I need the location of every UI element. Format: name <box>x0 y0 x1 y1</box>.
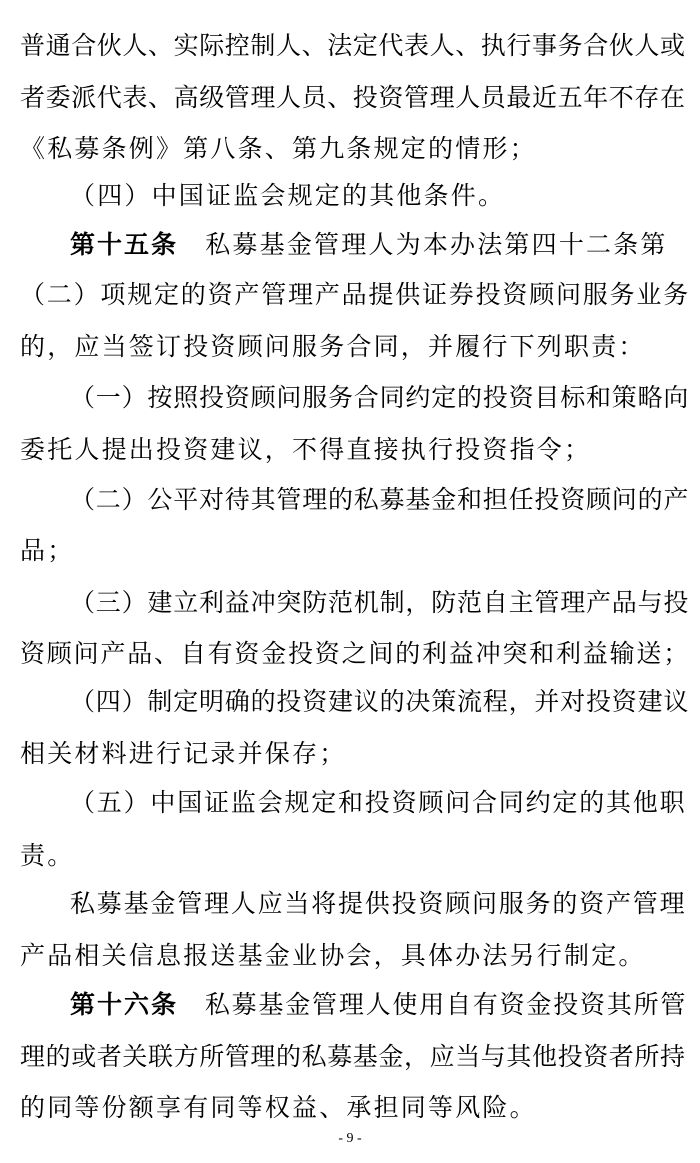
paragraph-line: 私募基金管理人应当将提供投资顾问服务的资产管理 <box>70 889 687 918</box>
paragraph-line: 产品相关信息报送基金业协会，具体办法另行制定。 <box>20 941 646 970</box>
paragraph-line: 品； <box>20 536 75 565</box>
paragraph-line: 的，应当签订投资顾问服务合同，并履行下列职责： <box>20 332 646 361</box>
paragraph-line: （四）中国证监会规定的其他条件。 <box>70 181 506 210</box>
article-heading-line <box>70 989 687 1021</box>
paragraph-line: 理的或者关联方所管理的私募基金，应当与其他投资者所持 <box>20 1042 686 1071</box>
paragraph-line: 的同等份额享有同等权益、承担同等风险。 <box>20 1093 537 1122</box>
paragraph-line: 《私募条例》第八条、第九条规定的情形； <box>20 134 537 163</box>
page-number: - 9 - <box>338 1131 362 1146</box>
paragraph-line: （一）按照投资顾问服务合同约定的投资目标和策略向 <box>70 383 690 412</box>
paragraph-line: （三）建立利益冲突防范机制，防范自主管理产品与投 <box>70 588 690 617</box>
paragraph-line: 责。 <box>20 841 75 870</box>
paragraph-line: 者委派代表、高级管理人员、投资管理人员最近五年不存在 <box>20 83 686 112</box>
paragraph-line: 委托人提出投资建议，不得直接执行投资指令； <box>20 435 592 464</box>
paragraph-line: 普通合伙人、实际控制人、法定代表人、执行事务合伙人或 <box>20 31 686 60</box>
paragraph-line: （二）项规定的资产管理产品提供证券投资顾问服务业务 <box>20 280 691 309</box>
paragraph-line: （四）制定明确的投资建议的决策流程，并对投资建议 <box>70 687 690 716</box>
paragraph-line: 私募基金管理人使用自有资金投资其所管 <box>178 990 688 1019</box>
paragraph-line: 资顾问产品、自有资金投资之间的利益冲突和利益输送； <box>20 639 691 668</box>
paragraph-line: 相关材料进行记录并保存； <box>20 739 347 768</box>
paragraph-line: （二）公平对待其管理的私募基金和担任投资顾问的产 <box>70 485 690 514</box>
paragraph-line: （五）中国证监会规定和投资顾问合同约定的其他职 <box>70 788 687 817</box>
paragraph-line: 私募基金管理人为本办法第四十二条第 <box>178 230 668 259</box>
article-heading-line <box>70 229 668 261</box>
article-number: 第十五条 <box>70 230 179 259</box>
article-number: 第十六条 <box>70 990 179 1019</box>
